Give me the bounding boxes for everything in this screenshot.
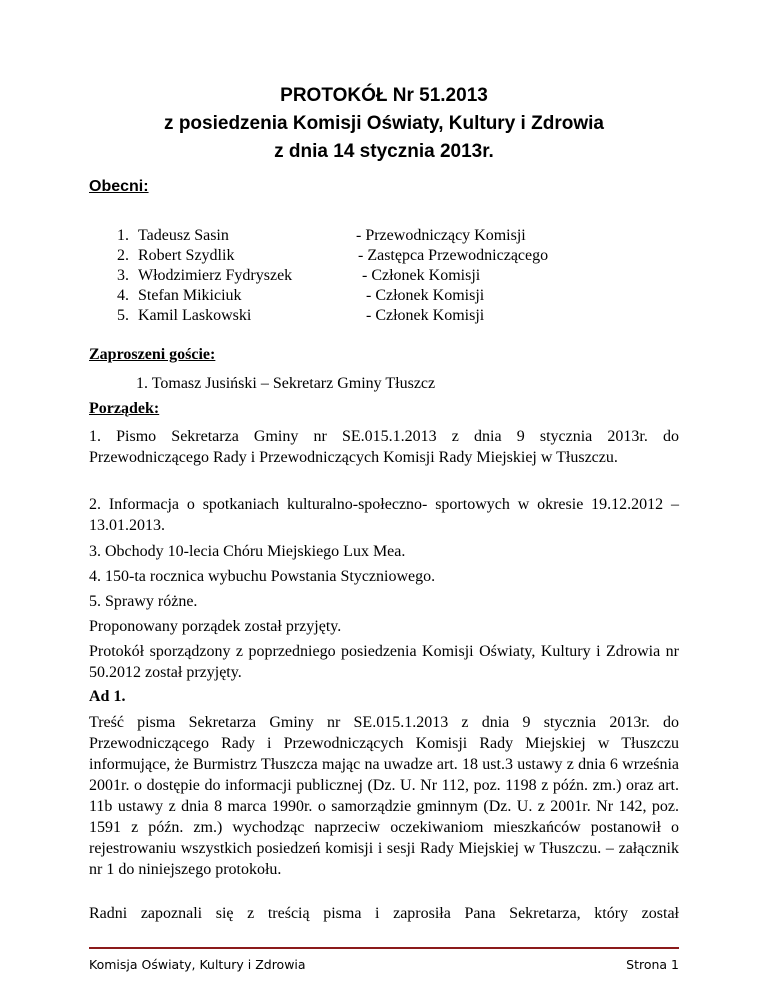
title-line-1: PROTOKÓŁ Nr 51.2013 — [280, 85, 488, 106]
agenda-heading: Porządek: — [89, 400, 160, 417]
ad1-text: Treść pisma Sekretarza Gminy nr SE.015.1.2013 z dnia 9 stycznia 2013r. do Przewodniczącego Rady i Przewodniczących Komisji Rady Miejskiej w Tłuszczu informujące, że Burmistrz Tłuszcza mając na uwadze art. 18 ust.3 ustawy z dnia 6 września 2001r. o dostępie do informacji publicznej (Dz. U. Nr 112, poz. 1198 z późn. zm.) oraz art. 11b ustawy z dnia 8 marca 1990r. o samorządzie gminnym (Dz. U. z 2001r. Nr 142, poz. 1591 z późn. zm.) wychodząc naprzeciw oczekiwaniom mieszkańców postanowił o rejestrowaniu wszystkich posiedzeń komisji i sesji Rady Miejskiej w Tłuszczu. – załącznik nr 1 do niniejszego protokołu. — [89, 714, 679, 878]
agenda-item-3: 3. Obchody 10-lecia Chóru Miejskiego Lux Mea. — [89, 543, 406, 560]
guest-item: 1. Tomasz Jusiński – Sekretarz Gminy Tłuszcz — [136, 375, 436, 392]
title-line-3: z dnia 14 stycznia 2013r. — [274, 141, 494, 162]
agenda-item-4: 4. 150-ta rocznica wybuchu Powstania Styczniowego. — [89, 568, 436, 585]
agenda-item-2: 2. Informacja o spotkaniach kulturalno-społeczno- sportowych w okresie 19.12.2012 – 13.01.2013. — [89, 496, 679, 534]
footer-divider — [89, 947, 679, 949]
present-heading: Obecni: — [89, 178, 149, 195]
ad1-heading: Ad 1. — [89, 688, 126, 705]
footer-title: Komisja Oświaty, Kultury i Zdrowia — [89, 957, 306, 972]
agenda-item-5: 5. Sprawy różne. — [89, 593, 198, 610]
previous-protocol: Protokół sporządzony z poprzedniego posiedzenia Komisji Oświaty, Kultury i Zdrowia nr 50.2012 został przyjęty. — [89, 643, 679, 681]
agenda-accepted: Proponowany porządek został przyjęty. — [89, 618, 342, 635]
guests-heading: Zaproszeni goście: — [89, 346, 216, 363]
page-number: Strona 1 — [626, 957, 679, 972]
agenda-item-1: 1. Pismo Sekretarza Gminy nr SE.015.1.2013 z dnia 9 stycznia 2013r. do Przewodniczącego Rady i Przewodniczących Komisji Rady Miejskiej w Tłuszczu. — [89, 428, 679, 466]
title-line-2: z posiedzenia Komisji Oświaty, Kultury i Zdrowia — [164, 113, 604, 134]
ad1-continuation: Radni zapoznali się z treścią pisma i zaprosiła Pana Sekretarza, który został — [89, 905, 679, 922]
